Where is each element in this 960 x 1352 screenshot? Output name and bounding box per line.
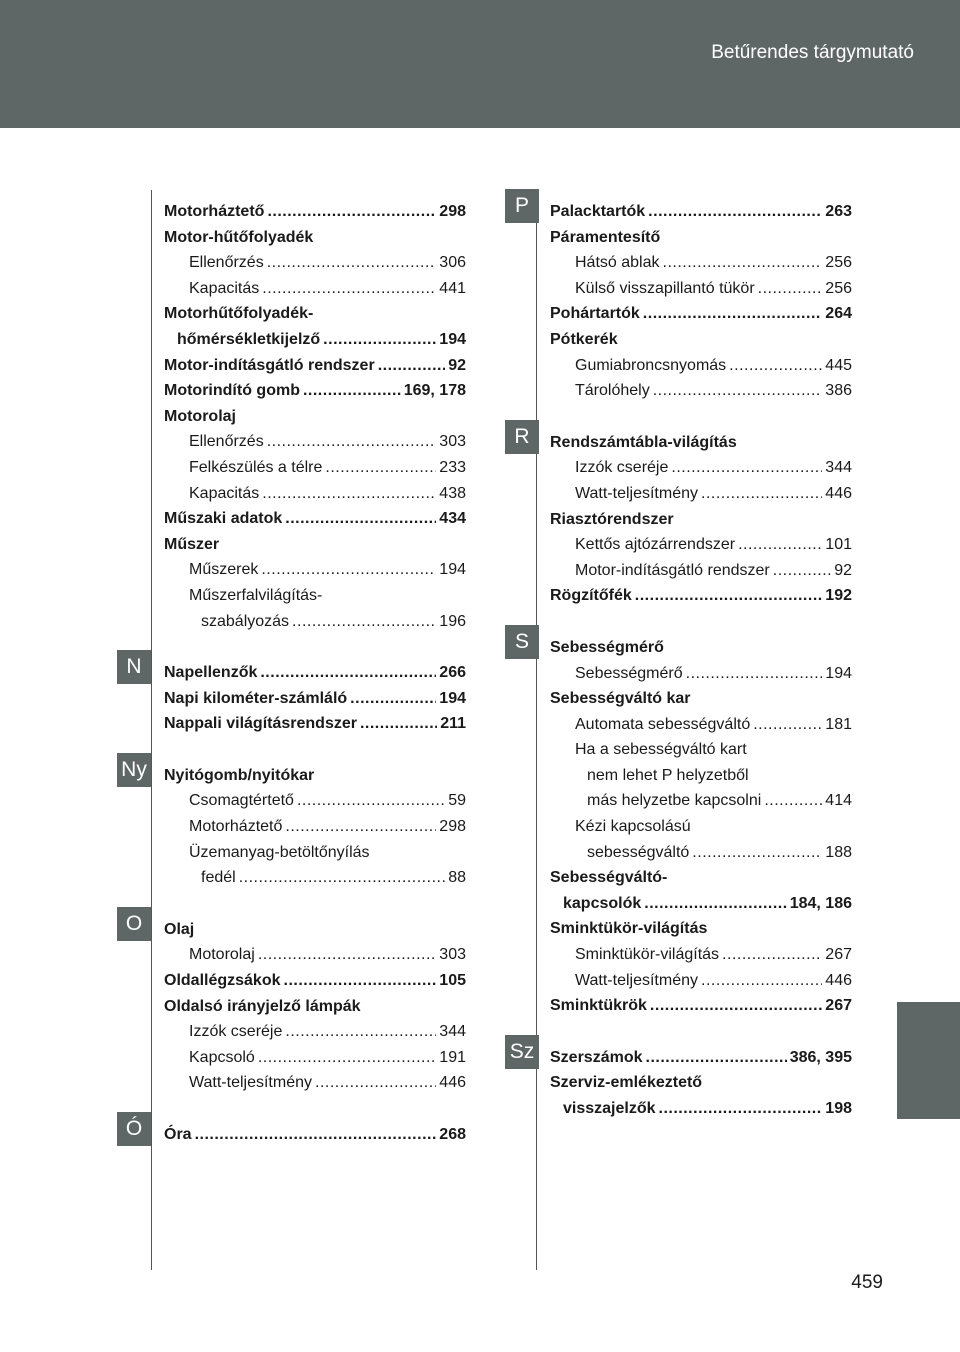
index-entry	[164, 583, 466, 609]
entry-term: Motorháztető	[164, 203, 265, 220]
leader-dots	[753, 712, 822, 738]
letter-badge: Ó	[117, 1112, 151, 1146]
entry-term: Hátsó ablak	[575, 254, 660, 272]
entry-term: kapcsolók	[563, 894, 642, 912]
index-entry	[550, 225, 852, 251]
index-entry	[164, 301, 466, 327]
index-entry	[164, 788, 466, 814]
entry-page-number[interactable]: 191	[439, 1048, 466, 1066]
entry-page-number[interactable]: 267	[825, 997, 852, 1015]
entry-term: Watt-teljesítmény	[575, 484, 698, 502]
entry-page-number[interactable]: 256	[825, 254, 852, 272]
entry-term: nem lehet P helyzetből	[587, 766, 749, 784]
entry-page-number[interactable]: 194	[825, 664, 852, 682]
letter-badge: O	[117, 907, 151, 941]
entry-term: Motor-hűtőfolyadék	[164, 228, 314, 246]
entry-term: Sebességmérő	[550, 638, 664, 656]
entry-term: Ellenőrzés	[189, 254, 264, 272]
index-entry	[550, 737, 852, 763]
index-entry	[164, 660, 466, 686]
entry-term: Motor-indításgátló rendszer	[164, 356, 375, 374]
entry-page-number[interactable]: 192	[825, 587, 852, 605]
leader-dots	[764, 788, 822, 814]
chapter-tab	[897, 1002, 960, 1119]
index-entry	[164, 968, 466, 994]
entry-term: Szerszámok	[550, 1048, 643, 1066]
entry-page-number[interactable]: 303	[439, 433, 466, 451]
index-entry	[164, 225, 466, 251]
entry-page-number[interactable]: 256	[825, 279, 852, 297]
index-entry	[164, 455, 466, 481]
entry-term: Riasztórendszer	[550, 510, 674, 528]
index-section	[121, 757, 466, 891]
entry-page-number[interactable]: 92	[448, 356, 466, 374]
entry-term: Sebességváltó-	[550, 869, 668, 887]
index-entry	[164, 1070, 466, 1096]
entry-term: Műszer	[164, 535, 220, 553]
index-entry	[164, 994, 466, 1020]
index-entry	[550, 327, 852, 353]
entry-page-number[interactable]: 306	[439, 254, 466, 272]
leader-dots	[722, 942, 822, 968]
leader-dots	[285, 1019, 436, 1045]
leader-dots	[285, 506, 436, 532]
leader-dots	[644, 891, 786, 917]
entry-term: Motorhűtőfolyadék-	[164, 305, 314, 323]
entry-page-number[interactable]: 298	[439, 818, 466, 836]
leader-dots	[671, 455, 822, 481]
leader-dots	[267, 250, 437, 276]
index-entry	[550, 558, 852, 584]
letter-badge: Ny	[117, 753, 151, 787]
leader-dots	[729, 353, 822, 379]
entry-page-number[interactable]: 263	[825, 203, 852, 220]
entry-term: Palacktartók	[550, 203, 646, 220]
index-entry	[550, 1096, 852, 1122]
entry-term: Olaj	[164, 920, 195, 938]
index-entry	[164, 250, 466, 276]
index-column-right	[509, 194, 852, 1122]
entry-term: Motorolaj	[189, 946, 255, 964]
leader-dots	[378, 353, 446, 379]
index-entry	[550, 378, 852, 404]
index-column-left	[121, 199, 466, 1148]
index-section	[509, 1039, 852, 1122]
entry-page-number[interactable]: 386, 395	[789, 1048, 852, 1066]
entry-term: Izzók cseréje	[189, 1023, 283, 1041]
index-entry	[550, 353, 852, 379]
leader-dots	[195, 1122, 437, 1148]
entry-term: hőmérsékletkijelző	[177, 330, 321, 348]
index-entry	[550, 814, 852, 840]
leader-dots	[663, 250, 823, 276]
entry-term: Pohártartók	[550, 305, 640, 323]
leader-dots	[267, 429, 437, 455]
index-entry	[550, 481, 852, 507]
index-entry	[164, 763, 466, 789]
leader-dots	[267, 199, 436, 225]
index-entry	[550, 788, 852, 814]
entry-term: Ha a sebességváltó kart	[575, 741, 747, 759]
leader-dots	[258, 1045, 436, 1071]
index-entry	[164, 557, 466, 583]
leader-dots	[285, 814, 436, 840]
index-entry	[164, 865, 466, 891]
entry-term: Motor-indításgátló rendszer	[575, 561, 770, 579]
index-section	[125, 911, 466, 1096]
column-divider-right	[536, 190, 537, 1270]
entry-page-number[interactable]: 169, 178	[403, 382, 466, 400]
index-entry	[164, 942, 466, 968]
entry-page-number[interactable]: 386	[825, 382, 852, 400]
leader-dots	[325, 455, 436, 481]
index-entry	[164, 506, 466, 532]
index-entry	[550, 276, 852, 302]
leader-dots	[648, 199, 822, 225]
entry-term: Sminktükrök	[550, 997, 647, 1015]
entry-page-number[interactable]: 196	[439, 612, 466, 630]
index-entry	[164, 609, 466, 635]
leader-dots	[692, 840, 822, 866]
entry-page-number[interactable]: 266	[439, 664, 466, 682]
index-entry	[550, 942, 852, 968]
index-entry	[550, 763, 852, 789]
entry-term: Sebességmérő	[575, 664, 683, 682]
entry-page-number[interactable]: 268	[439, 1126, 466, 1143]
index-entry	[164, 481, 466, 507]
leader-dots	[262, 481, 436, 507]
index-entry	[550, 968, 852, 994]
entry-term: Szerviz-emlékeztető	[550, 1074, 703, 1092]
leader-dots	[701, 968, 822, 994]
entry-page-number[interactable]: 441	[439, 279, 466, 297]
letter-badge: Sz	[505, 1035, 539, 1069]
leader-dots	[653, 378, 823, 404]
index-entry	[164, 840, 466, 866]
leader-dots	[643, 301, 823, 327]
entry-term: Felkészülés a télre	[189, 458, 323, 476]
leader-dots	[239, 865, 446, 891]
entry-term: Csomagtértető	[189, 792, 294, 810]
entry-term: Külső visszapillantó tükör	[575, 279, 755, 297]
entry-page-number[interactable]: 184, 186	[789, 894, 852, 912]
entry-page-number[interactable]: 188	[825, 843, 852, 861]
entry-page-number[interactable]: 101	[825, 536, 852, 554]
section-title: Betűrendes tárgymutató	[711, 42, 914, 63]
entry-term: Ellenőrzés	[189, 433, 264, 451]
entry-term: Üzemanyag-betöltőnyílás	[189, 843, 370, 861]
leader-dots	[686, 661, 823, 687]
index-section	[126, 655, 466, 737]
entry-term: Páramentesítő	[550, 228, 661, 246]
entry-page-number[interactable]: 298	[439, 203, 466, 220]
leader-dots	[360, 711, 437, 737]
entry-page-number[interactable]: 434	[439, 510, 466, 528]
leader-dots	[758, 276, 823, 302]
entry-term: Kapacitás	[189, 484, 260, 502]
leader-dots	[261, 557, 436, 583]
entry-term: Motorindító gomb	[164, 382, 300, 400]
leader-dots	[650, 993, 822, 1019]
index-entry	[550, 455, 852, 481]
entry-term: szabályozás	[201, 612, 290, 630]
entry-page-number[interactable]: 181	[825, 715, 852, 733]
page-number: 459	[851, 1272, 883, 1293]
letter-badge: R	[505, 420, 539, 454]
entry-term: Motorolaj	[164, 407, 236, 425]
entry-page-number[interactable]: 267	[825, 946, 852, 964]
leader-dots	[303, 378, 401, 404]
entry-page-number[interactable]: 446	[439, 1074, 466, 1092]
entry-term: Kapacitás	[189, 279, 260, 297]
leader-dots	[738, 532, 822, 558]
leader-dots	[646, 1045, 787, 1071]
index-entry	[550, 199, 852, 225]
entry-term: Tárolóhely	[575, 382, 650, 400]
index-entry	[550, 430, 852, 456]
index-entry	[550, 1045, 852, 1071]
letter-badge: N	[117, 650, 151, 684]
entry-page-number[interactable]: 445	[825, 356, 852, 374]
entry-term: visszajelzők	[563, 1100, 656, 1117]
entry-page-number[interactable]: 414	[825, 792, 852, 810]
index-entry	[550, 686, 852, 712]
leader-dots	[262, 276, 436, 302]
entry-page-number[interactable]: 303	[439, 946, 466, 964]
entry-page-number[interactable]: 446	[825, 971, 852, 989]
entry-page-number[interactable]: 344	[825, 459, 852, 477]
entry-term: Műszerfalvilágítás-	[189, 586, 323, 604]
index-entry	[164, 199, 466, 225]
letter-badge: S	[505, 625, 539, 659]
letter-badge: P	[505, 189, 539, 223]
index-entry	[550, 507, 852, 533]
entry-term: Nappali világításrendszer	[164, 715, 357, 733]
leader-dots	[260, 660, 436, 686]
entry-term: Óra	[164, 1126, 192, 1143]
entry-term: Napellenzők	[164, 664, 258, 682]
entry-term: Gumiabroncsnyomás	[575, 356, 727, 374]
index-entry	[164, 532, 466, 558]
index-entry	[164, 404, 466, 430]
entry-term: Sminktükör-világítás	[550, 920, 708, 938]
index-section	[164, 199, 466, 634]
entry-term: Watt-teljesítmény	[189, 1074, 312, 1092]
index-entry	[550, 865, 852, 891]
index-entry	[164, 1019, 466, 1045]
entry-term: Oldallégzsákok	[164, 972, 281, 990]
leader-dots	[350, 686, 436, 712]
entry-page-number[interactable]: 198	[825, 1100, 852, 1117]
entry-page-number[interactable]: 59	[448, 792, 466, 810]
index-entry	[164, 814, 466, 840]
entry-term: Oldalsó irányjelző lámpák	[164, 997, 361, 1015]
index-section	[514, 424, 852, 609]
entry-page-number[interactable]: 105	[439, 972, 466, 990]
entry-page-number[interactable]: 194	[439, 689, 466, 707]
entry-term: Rögzítőfék	[550, 587, 632, 605]
index-entry	[164, 429, 466, 455]
entry-page-number[interactable]: 264	[825, 305, 852, 323]
leader-dots	[701, 481, 822, 507]
entry-term: Sebességváltó kar	[550, 690, 691, 708]
index-entry	[550, 583, 852, 609]
index-entry	[164, 1122, 466, 1148]
index-section	[514, 629, 852, 1019]
index-entry	[550, 916, 852, 942]
entry-term: sebességváltó	[587, 843, 690, 861]
entry-page-number[interactable]: 88	[448, 869, 466, 887]
leader-dots	[773, 558, 831, 584]
entry-page-number[interactable]: 233	[439, 458, 466, 476]
entry-term: Motorháztető	[189, 818, 283, 836]
index-entry	[164, 378, 466, 404]
entry-page-number[interactable]: 194	[439, 561, 466, 579]
entry-term: Kettős ajtózárrendszer	[575, 536, 736, 554]
index-entry	[550, 1070, 852, 1096]
index-entry	[164, 1045, 466, 1071]
index-entry	[550, 712, 852, 738]
entry-term: Automata sebességváltó	[575, 715, 751, 733]
column-divider-left	[151, 190, 152, 1270]
entry-term: Napi kilométer-számláló	[164, 689, 348, 707]
index-entry	[550, 532, 852, 558]
entry-term: Sminktükör-világítás	[575, 946, 720, 964]
entry-page-number[interactable]: 92	[834, 561, 852, 579]
entry-page-number[interactable]: 194	[439, 330, 466, 348]
entry-term: fedél	[201, 869, 236, 887]
leader-dots	[323, 327, 436, 353]
index-entry	[164, 353, 466, 379]
index-entry	[164, 711, 466, 737]
entry-page-number[interactable]: 438	[439, 484, 466, 502]
entry-page-number[interactable]: 446	[825, 484, 852, 502]
index-entry	[550, 301, 852, 327]
leader-dots	[315, 1070, 436, 1096]
entry-term: Műszerek	[189, 561, 259, 579]
leader-dots	[659, 1096, 823, 1122]
index-entry	[164, 276, 466, 302]
entry-term: más helyzetbe kapcsolni	[587, 792, 762, 810]
entry-page-number[interactable]: 211	[440, 715, 466, 733]
index-entry	[164, 917, 466, 943]
entry-page-number[interactable]: 344	[439, 1023, 466, 1041]
leader-dots	[284, 968, 437, 994]
index-entry	[164, 327, 466, 353]
index-section	[125, 1117, 466, 1148]
index-entry	[550, 891, 852, 917]
leader-dots	[635, 583, 823, 609]
entry-term: Kézi kapcsolású	[575, 818, 691, 836]
entry-term: Izzók cseréje	[575, 459, 669, 477]
entry-term: Műszaki adatok	[164, 510, 283, 528]
index-entry	[550, 250, 852, 276]
entry-term: Pótkerék	[550, 330, 618, 348]
entry-term: Kapcsoló	[189, 1048, 255, 1066]
entry-term: Nyitógomb/nyitókar	[164, 766, 315, 784]
leader-dots	[297, 788, 445, 814]
leader-dots	[258, 942, 436, 968]
index-entry	[550, 840, 852, 866]
index-entry	[550, 635, 852, 661]
entry-term: Rendszámtábla-világítás	[550, 433, 737, 451]
index-section	[514, 194, 852, 404]
leader-dots	[292, 609, 436, 635]
index-entry	[164, 686, 466, 712]
index-entry	[550, 993, 852, 1019]
entry-term: Watt-teljesítmény	[575, 971, 698, 989]
index-entry	[550, 661, 852, 687]
page-header	[0, 0, 960, 128]
